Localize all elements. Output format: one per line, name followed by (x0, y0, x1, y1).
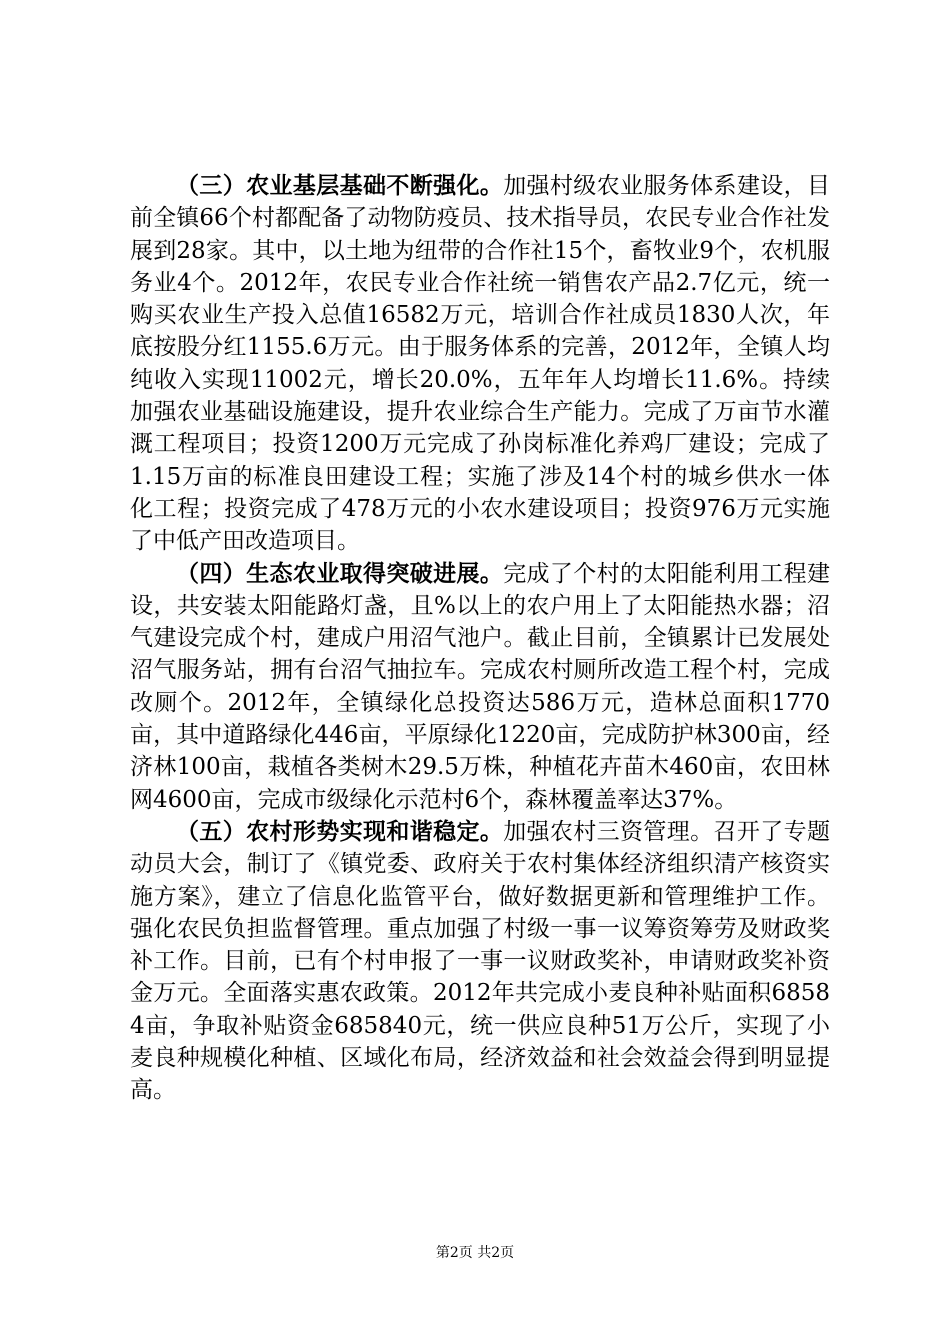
paragraph-rural-stability (130, 816, 830, 1107)
paragraph-text: 完成了个村的太阳能利用工程建设，共安装太阳能路灯盏，且%以上的农户用上了太阳能热水器；沼气建设完成个村，建成户用沼气池户。截止目前，全镇累计已发展处沼气服务站，拥有台沼气抽拉车。完成农村厕所改造工程个村，完成改厕个。2012年，全镇绿化总投资达586万元，造林总面积1770亩，其中道路绿化446亩，平原绿化1220亩，完成防护林300亩，经济林100亩，栽植各类树木29.5万株，种植花卉苗木460亩，农田林网4600亩，完成市级绿化示范村6个，森林覆盖率达37%。 (130, 560, 831, 813)
paragraph-text: 加强村级农业服务体系建设，目前全镇66个村都配备了动物防疫员、技术指导员，农民专业合作社发展到28家。其中，以土地为纽带的合作社15个，畜牧业9个，农机服务业4个。2012年，农民专业合作社统一销售农产品2.7亿元，统一购买农业生产投入总值16582万元，培训合作社成员1830人次，年底按股分红1155.6万元。由于服务体系的完善，2012年，全镇人均纯收入实现11002元，增长20.0%，五年年人均增长11.6%。持续加强农业基础设施建设，提升农业综合生产能力。完成了万亩节水灌溉工程项目；投资1200万元完成了孙岗标准化养鸡厂建设；完成了1.15万亩的标准良田建设工程；实施了涉及14个村的城乡供水一体化工程；投资完成了478万元的小农水建设项目；投资976万元实施了中低产田改造项目。 (130, 173, 831, 555)
paragraph-heading: （三）农业基层基础不断强化。 (176, 173, 504, 199)
paragraph-ecological-agriculture (130, 558, 830, 816)
paragraph-agriculture-foundation (130, 170, 830, 558)
paragraph-text: 加强农村三资管理。召开了专题动员大会，制订了《镇党委、政府关于农村集体经济组织清产核资实施方案》，建立了信息化监管平台，做好数据更新和管理维护工作。强化农民负担监督管理。重点加强了村级一事一议筹资筹劳及财政奖补工作。目前，已有个村申报了一事一议财政奖补，申请财政奖补资金万元。全面落实惠农政策。2012年共完成小麦良种补贴面积68584亩，争取补贴资金685840元，统一供应良种51万公斤，实现了小麦良种规模化种植、区域化布局，经济效益和社会效益会得到明显提高。 (130, 818, 831, 1104)
paragraph-heading: （四）生态农业取得突破进展。 (176, 560, 504, 587)
document-body (130, 170, 830, 1107)
paragraph-heading: （五）农村形势实现和谐稳定。 (176, 818, 504, 845)
page-number-footer: 第2页 共2页 (435, 1245, 515, 1261)
